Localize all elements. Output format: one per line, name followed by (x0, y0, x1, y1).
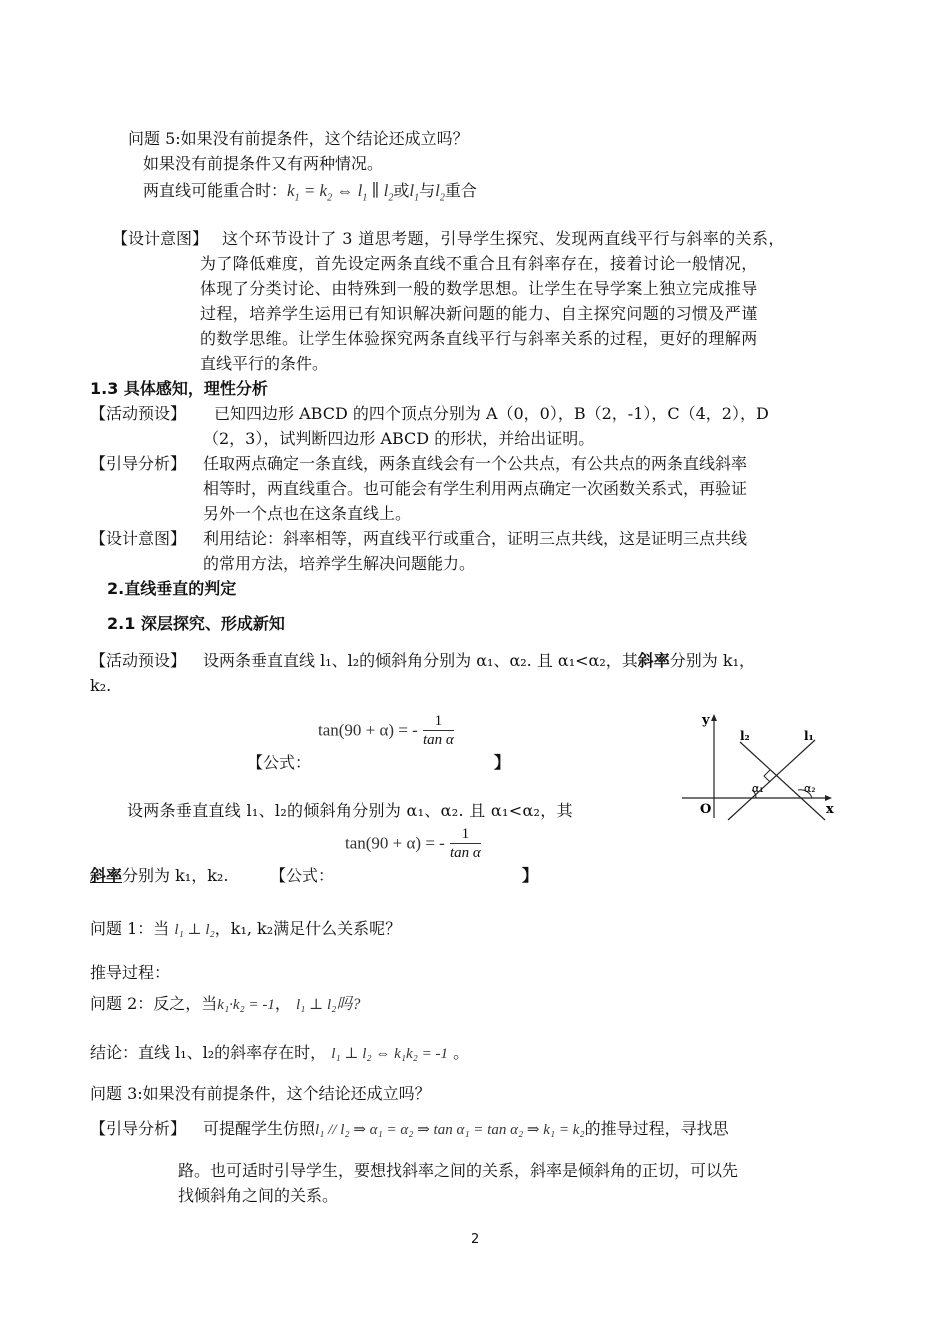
section-2-title: 2.直线垂直的判定 (107, 579, 237, 598)
formula-1-fraction: $\frac{1}{\text{tan α}}$ (422, 713, 454, 748)
design-intent-tag-2: 【设计意图】 (90, 529, 187, 548)
l2-label: l₂ (740, 729, 750, 743)
q5-line-3: 两直线可能重合时：$k_1 = k_2$ ⇔ $l_1$ ∥ $l_2$或$l_1$与$l_2$重合 (143, 181, 477, 204)
guide1-line-1: 任取两点确定一条直线，两条直线会有一个公共点，有公共点的两条直线斜率 (203, 454, 748, 473)
formula-label-close: 】 (494, 753, 511, 772)
derivation-label: 推导过程： (90, 963, 171, 982)
design1-line-3: 体现了分类讨论、由特殊到一般的数学思想。让学生在导学案上独立完成推导 (200, 279, 758, 298)
design-intent-tag: 【设计意图】 (112, 229, 209, 248)
activity2-line-1: 设两条垂直直线 l₁、l₂的倾斜角分别为 α₁、α₂. 且 α₁<α₂，其斜率分别为 k₁， (203, 651, 755, 670)
conclusion: 结论：直线 l₁、l₂的斜率存在时， l₁ ⊥ l₂ ⇔ k₁k₂ = -1 。 (90, 1043, 470, 1062)
guide2-line-1: 可提醒学生仿照l₁ // l₂ ⇒ α₁ = α₂ ⇒ tan α₁ = tan α₂ ⇒ k₁ = k₂的推导过程，寻找思 (203, 1119, 729, 1138)
activity2-line-2: k₂. (90, 676, 112, 695)
guide-tag: 【引导分析】 (90, 454, 187, 473)
guide1-line-3: 另外一个点也在这条直线上。 (203, 504, 412, 523)
activity-tag: 【活动预设】 (90, 404, 187, 423)
guide2-line-3: 找倾斜角之间的关系。 (178, 1186, 339, 1205)
activity1-line-1: 已知四边形 ABCD 的四个顶点分别为 A（0，0），B（2，-1），C（4，2），D (214, 404, 769, 423)
x-axis-arrow (825, 795, 832, 801)
question-5: 问题 5:如果没有前提条件，这个结论还成立吗？ (128, 129, 469, 148)
design1-line-6: 直线平行的条件。 (200, 354, 329, 373)
repeat-line-1: 设两条垂直直线 l₁、l₂的倾斜角分别为 α₁、α₂. 且 α₁<α₂，其 (127, 801, 573, 820)
formula-2: tan(90 + α) = - $\frac{1}{\text{tan α}}$ (345, 826, 481, 861)
design2-line-1: 利用结论：斜率相等，两直线平行或重合，证明三点共线，这是证明三点共线 (203, 529, 748, 548)
y-label: y (702, 713, 710, 728)
activity-tag-2: 【活动预设】 (90, 651, 187, 670)
design1-line-5: 的数学思维。让学生体验探究两条直线平行与斜率关系的过程，更好的理解两 (200, 329, 758, 348)
section-1-3-title: 1.3 具体感知，理性分析 (90, 379, 268, 398)
right-angle-mark (764, 770, 770, 782)
guide-tag-2: 【引导分析】 (90, 1119, 187, 1138)
l1-label: l₁ (804, 729, 814, 743)
design1-line-2: 为了降低难度，首先设定两条直线不重合且有斜率存在，接着讨论一般情况， (200, 254, 758, 273)
alpha1-label: α₁ (752, 782, 764, 795)
guide1-line-2: 相等时，两直线重合。也可能会有学生利用两点确定一次函数关系式，再验证 (203, 479, 748, 498)
perpendicular-lines-figure (680, 710, 840, 825)
formula-label-open: 【公式： (247, 753, 312, 772)
design1-line-1: 这个环节设计了 3 道思考题，引导学生探究、发现两直线平行与斜率的关系， (222, 229, 785, 248)
repeat-label-close: 】 (522, 866, 539, 885)
question-3: 问题 3:如果没有前提条件，这个结论还成立吗？ (90, 1084, 431, 1103)
repeat-label-open: 【公式： (270, 866, 335, 885)
origin-label: O (700, 802, 712, 817)
line-l2 (740, 742, 825, 820)
design2-line-2: 的常用方法，培养学生解决问题能力。 (203, 554, 476, 573)
repeat-line-2: 斜率分别为 k₁，k₂. (90, 866, 229, 885)
line-l1 (728, 740, 815, 820)
guide2-line-2: 路。也可适时引导学生，要想找斜率之间的关系，斜率是倾斜角的正切，可以先 (178, 1161, 739, 1180)
y-axis-arrow (711, 714, 717, 721)
x-label: x (826, 802, 834, 817)
q5-line-2: 如果没有前提条件又有两种情况。 (143, 154, 384, 173)
question-1: 问题 1：当 l₁ ⊥ l₂，k₁, k₂满足什么关系呢？ (90, 919, 402, 938)
page-number: 2 (471, 1232, 480, 1247)
activity1-line-2: （2，3），试判断四边形 ABCD 的形状，并给出证明。 (203, 429, 595, 448)
question-2: 问题 2：反之，当k₁·k₂ = -1， l₁ ⊥ l₂吗? (90, 994, 361, 1013)
section-2-1-title: 2.1 深层探究、形成新知 (107, 614, 285, 633)
formula-2-fraction: $\frac{1}{\text{tan α}}$ (449, 826, 481, 861)
alpha2-label: α₂ (804, 782, 816, 795)
formula-1: tan(90 + α) = - $\frac{1}{\text{tan α}}$ (318, 713, 454, 748)
design1-line-4: 过程，培养学生运用已有知识解决新问题的能力、自主探究问题的习惯及严谨 (200, 304, 758, 323)
